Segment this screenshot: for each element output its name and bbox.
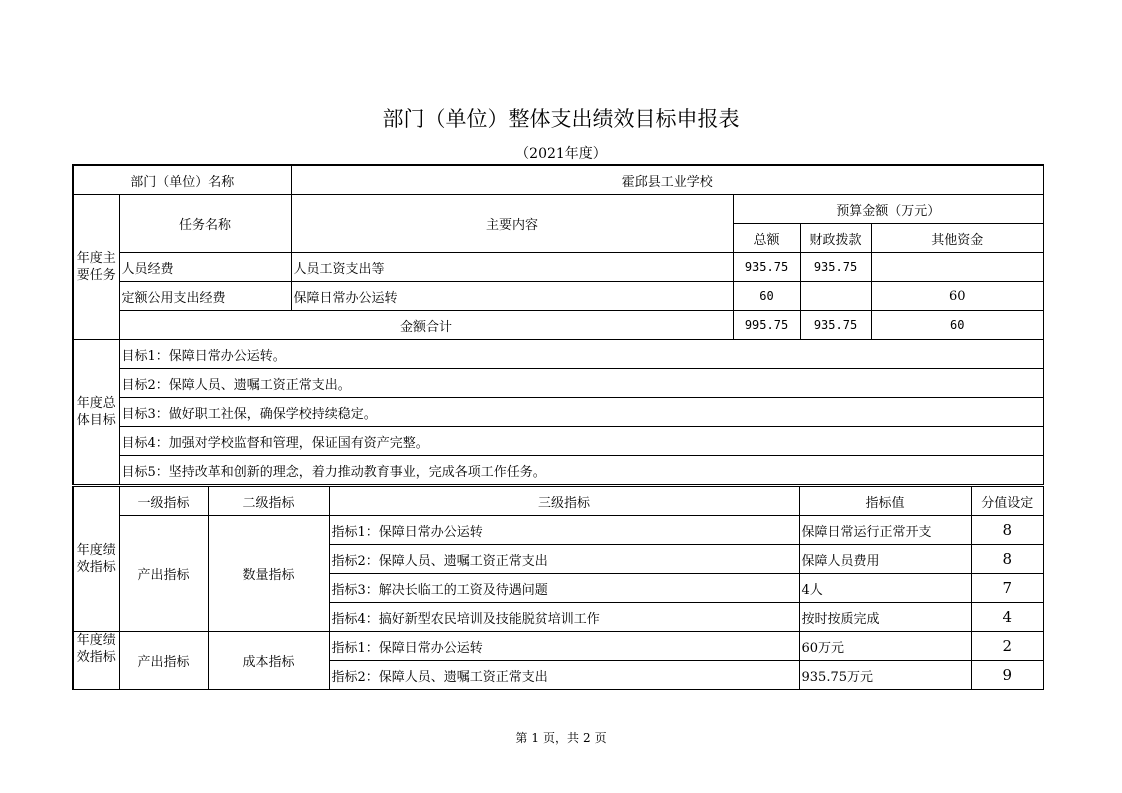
level1-cell: 产出指标 <box>119 516 208 632</box>
sum-label: 金额合计 <box>119 311 733 340</box>
value-cell: 保障人员费用 <box>799 545 971 574</box>
task-other <box>871 253 1044 282</box>
task-total: 935.75 <box>733 253 800 282</box>
value-cell: 按时按质完成 <box>799 603 971 632</box>
level2-cell: 成本指标 <box>208 632 329 690</box>
value-cell: 4人 <box>799 574 971 603</box>
level3-cell: 指标2：保障人员、遗嘱工资正常支出 <box>329 545 799 574</box>
footer-mid: 页，共 <box>542 731 579 745</box>
value-cell: 保障日常运行正常开支 <box>799 516 971 545</box>
total-header: 总额 <box>733 224 800 253</box>
page-footer <box>0 729 1122 746</box>
indicator-row <box>73 516 1044 545</box>
goal-item: 目标4：加强对学校监督和管理，保证国有资产完整。 <box>119 427 1044 456</box>
task-row <box>73 253 1044 282</box>
task-goal-table <box>72 164 1044 485</box>
sum-row <box>73 311 1044 340</box>
goal-item: 目标2：保障人员、遗嘱工资正常支出。 <box>119 369 1044 398</box>
task-fiscal <box>800 282 871 311</box>
task-name: 定额公用支出经费 <box>119 282 291 311</box>
page-count: 2 <box>583 731 591 745</box>
fiscal-header: 财政拨款 <box>800 224 871 253</box>
task-content-header: 主要内容 <box>291 195 733 253</box>
sum-other: 60 <box>871 311 1044 340</box>
value-header: 指标值 <box>799 487 971 516</box>
level3-cell: 指标3：解决长临工的工资及待遇问题 <box>329 574 799 603</box>
score-cell: 8 <box>971 516 1044 545</box>
form-title: 部门（单位）整体支出绩效目标申报表 <box>382 107 740 131</box>
level1-header: 一级指标 <box>119 487 208 516</box>
task-total: 60 <box>733 282 800 311</box>
goal-item: 目标5：坚持改革和创新的理念，着力推动教育事业，完成各项工作任务。 <box>119 456 1044 485</box>
sum-fiscal: 935.75 <box>800 311 871 340</box>
task-other: 60 <box>871 282 1044 311</box>
task-row <box>73 282 1044 311</box>
level2-cell: 数量指标 <box>208 516 329 632</box>
footer-prefix: 第 <box>515 731 528 745</box>
tasks-section-label: 年度主要任务 <box>73 195 119 340</box>
level2-header: 二级指标 <box>208 487 329 516</box>
task-fiscal: 935.75 <box>800 253 871 282</box>
score-cell: 2 <box>971 632 1044 661</box>
score-cell: 9 <box>971 661 1044 690</box>
goals-section-label: 年度总体目标 <box>73 340 119 485</box>
other-header: 其他资金 <box>871 224 1044 253</box>
indicators-section-label: 年度绩效指标 <box>73 487 119 632</box>
goal-item: 目标1：保障日常办公运转。 <box>119 340 1044 369</box>
level3-cell: 指标2：保障人员、遗嘱工资正常支出 <box>329 661 799 690</box>
task-name: 人员经费 <box>119 253 291 282</box>
footer-suffix: 页 <box>594 731 607 745</box>
score-cell: 4 <box>971 603 1044 632</box>
task-content: 人员工资支出等 <box>291 253 733 282</box>
value-cell: 60万元 <box>799 632 971 661</box>
score-cell: 8 <box>971 545 1044 574</box>
form-area <box>72 164 1044 692</box>
dept-name: 霍邱县工业学校 <box>291 165 1044 195</box>
task-name-header: 任务名称 <box>119 195 291 253</box>
goal-item: 目标3：做好职工社保，确保学校持续稳定。 <box>119 398 1044 427</box>
level3-cell: 指标1：保障日常办公运转 <box>329 516 799 545</box>
dept-label: 部门（单位）名称 <box>73 165 291 195</box>
level3-cell: 指标4：搞好新型农民培训及技能脱贫培训工作 <box>329 603 799 632</box>
budget-header: 预算金额（万元） <box>733 195 1044 224</box>
score-cell: 7 <box>971 574 1044 603</box>
form-year: （2021年度） <box>515 146 607 162</box>
sum-total: 995.75 <box>733 311 800 340</box>
level3-header: 三级指标 <box>329 487 799 516</box>
score-header: 分值设定 <box>971 487 1044 516</box>
indicators-section-label: 年度绩效指标 <box>73 632 119 690</box>
level3-cell: 指标1：保障日常办公运转 <box>329 632 799 661</box>
task-content: 保障日常办公运转 <box>291 282 733 311</box>
indicator-table <box>72 486 1044 690</box>
level1-cell: 产出指标 <box>119 632 208 690</box>
value-cell: 935.75万元 <box>799 661 971 690</box>
indicator-row <box>73 632 1044 661</box>
page-number: 1 <box>531 731 539 745</box>
